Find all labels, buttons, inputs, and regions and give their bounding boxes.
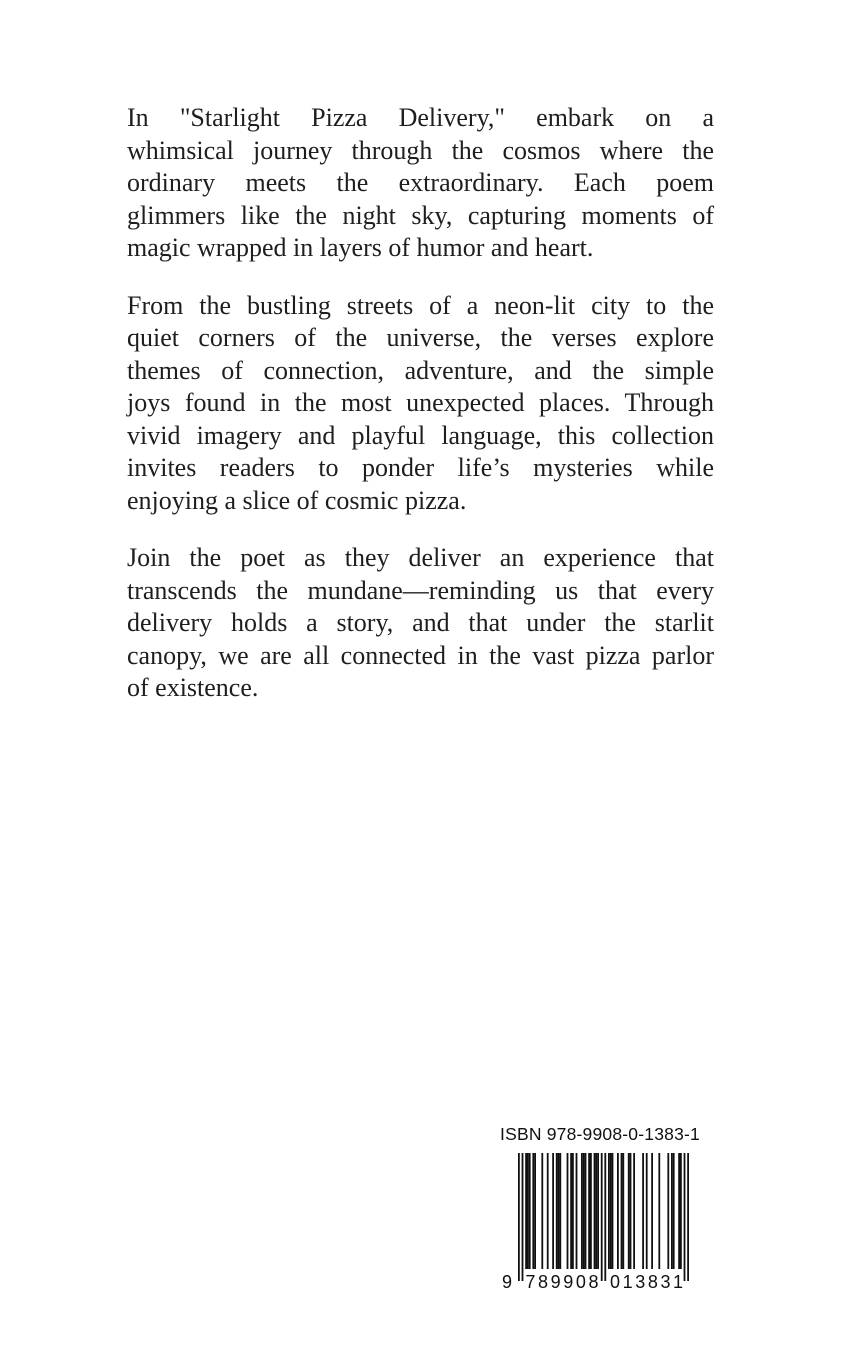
- blurb-line: vivid imagery and playful language, this collection: [127, 420, 714, 450]
- barcode-bar: [529, 1153, 531, 1269]
- blurb-line: In "Starlight Pizza Delivery," embark on a: [127, 103, 714, 132]
- barcode-bar: [601, 1153, 603, 1281]
- barcode-bar: [576, 1153, 578, 1269]
- barcode-bar: [658, 1153, 660, 1269]
- barcode-bar: [552, 1153, 554, 1269]
- barcode-bar: [646, 1153, 648, 1269]
- barcode-bar: [617, 1153, 619, 1269]
- barcode-bar: [525, 1153, 527, 1269]
- barcode-bar: [585, 1153, 587, 1269]
- barcode-bar: [522, 1153, 524, 1281]
- blurb-line: invites readers to ponder life’s mysteries while: [127, 453, 714, 482]
- barcode-bar: [581, 1153, 583, 1269]
- barcode-bar: [547, 1153, 549, 1269]
- blurb-line: transcends the mundane—reminding us that every: [127, 575, 714, 605]
- barcode-bar: [687, 1153, 689, 1281]
- barcode-bar: [673, 1153, 675, 1269]
- barcode-bar: [534, 1153, 536, 1269]
- barcode-bar: [628, 1153, 630, 1269]
- blurb-paragraph: [127, 290, 714, 518]
- isbn-barcode: [496, 1124, 704, 1303]
- blurb-paragraph: [127, 542, 714, 705]
- barcode-bar: [572, 1153, 574, 1269]
- barcode-bar: [622, 1153, 624, 1269]
- back-cover-blurb: [127, 102, 714, 730]
- barcode-bar: [610, 1153, 612, 1269]
- barcode-digits: 9: [502, 1272, 515, 1292]
- barcode-bar: [684, 1153, 686, 1281]
- barcode-bar: [630, 1153, 632, 1269]
- blurb-line: Join the poet as they deliver an experience that: [127, 543, 714, 572]
- barcode-bar: [597, 1153, 599, 1269]
- barcode-image: [496, 1145, 704, 1303]
- blurb-line: themes of connection, adventure, and the simple: [127, 355, 714, 385]
- barcode-bar: [588, 1153, 590, 1269]
- blurb-line: From the bustling streets of a neon-lit city to the: [127, 290, 714, 320]
- blurb-line: quiet corners of the universe, the verses explore: [127, 323, 714, 352]
- barcode-digits: 013831: [610, 1272, 686, 1292]
- barcode-bar: [541, 1153, 543, 1269]
- blurb-line: canopy, we are all connected in the vast pizza parlor: [127, 640, 714, 670]
- blurb-line: whimsical journey through the cosmos where the: [127, 135, 714, 165]
- barcode-bar: [671, 1153, 673, 1269]
- blurb-line: delivery holds a story, and that under the starlit: [127, 608, 714, 637]
- barcode-bar: [518, 1153, 520, 1281]
- barcode-digits: 789908: [525, 1272, 602, 1292]
- barcode-bar: [642, 1153, 644, 1269]
- blurb-line: glimmers like the night sky, capturing moments of: [127, 200, 714, 230]
- barcode-bar: [590, 1153, 592, 1269]
- barcode-bar: [612, 1153, 614, 1269]
- blurb-line: joys found in the most unexpected places. Through: [127, 388, 714, 417]
- blurb-line: of existence.: [127, 673, 259, 702]
- barcode-bar: [608, 1153, 610, 1269]
- blurb-line: ordinary meets the extraordinary. Each poem: [127, 168, 714, 197]
- barcode-bar: [678, 1153, 680, 1269]
- barcode-bar: [567, 1153, 569, 1269]
- barcode-bar: [527, 1153, 529, 1269]
- barcode-bar: [633, 1153, 635, 1269]
- barcode-bar: [558, 1153, 560, 1269]
- blurb-line: magic wrapped in layers of humor and heart.: [127, 233, 594, 262]
- barcode-bar: [559, 1153, 561, 1269]
- isbn-label: ISBN 978-9908-0-1383-1: [500, 1124, 700, 1144]
- barcode-bar: [621, 1153, 623, 1269]
- barcode-bar: [556, 1153, 558, 1269]
- barcode-bar: [570, 1153, 572, 1269]
- blurb-line: enjoying a slice of cosmic pizza.: [127, 485, 467, 515]
- barcode-bar: [680, 1153, 682, 1269]
- barcode-bar: [651, 1153, 653, 1269]
- barcode-bar: [532, 1153, 534, 1269]
- barcode-bar: [595, 1153, 597, 1269]
- barcode-bar: [667, 1153, 669, 1269]
- barcode-bar: [583, 1153, 585, 1269]
- barcode-bar: [594, 1153, 596, 1269]
- barcode-bar: [604, 1153, 606, 1281]
- blurb-paragraph: [127, 102, 714, 265]
